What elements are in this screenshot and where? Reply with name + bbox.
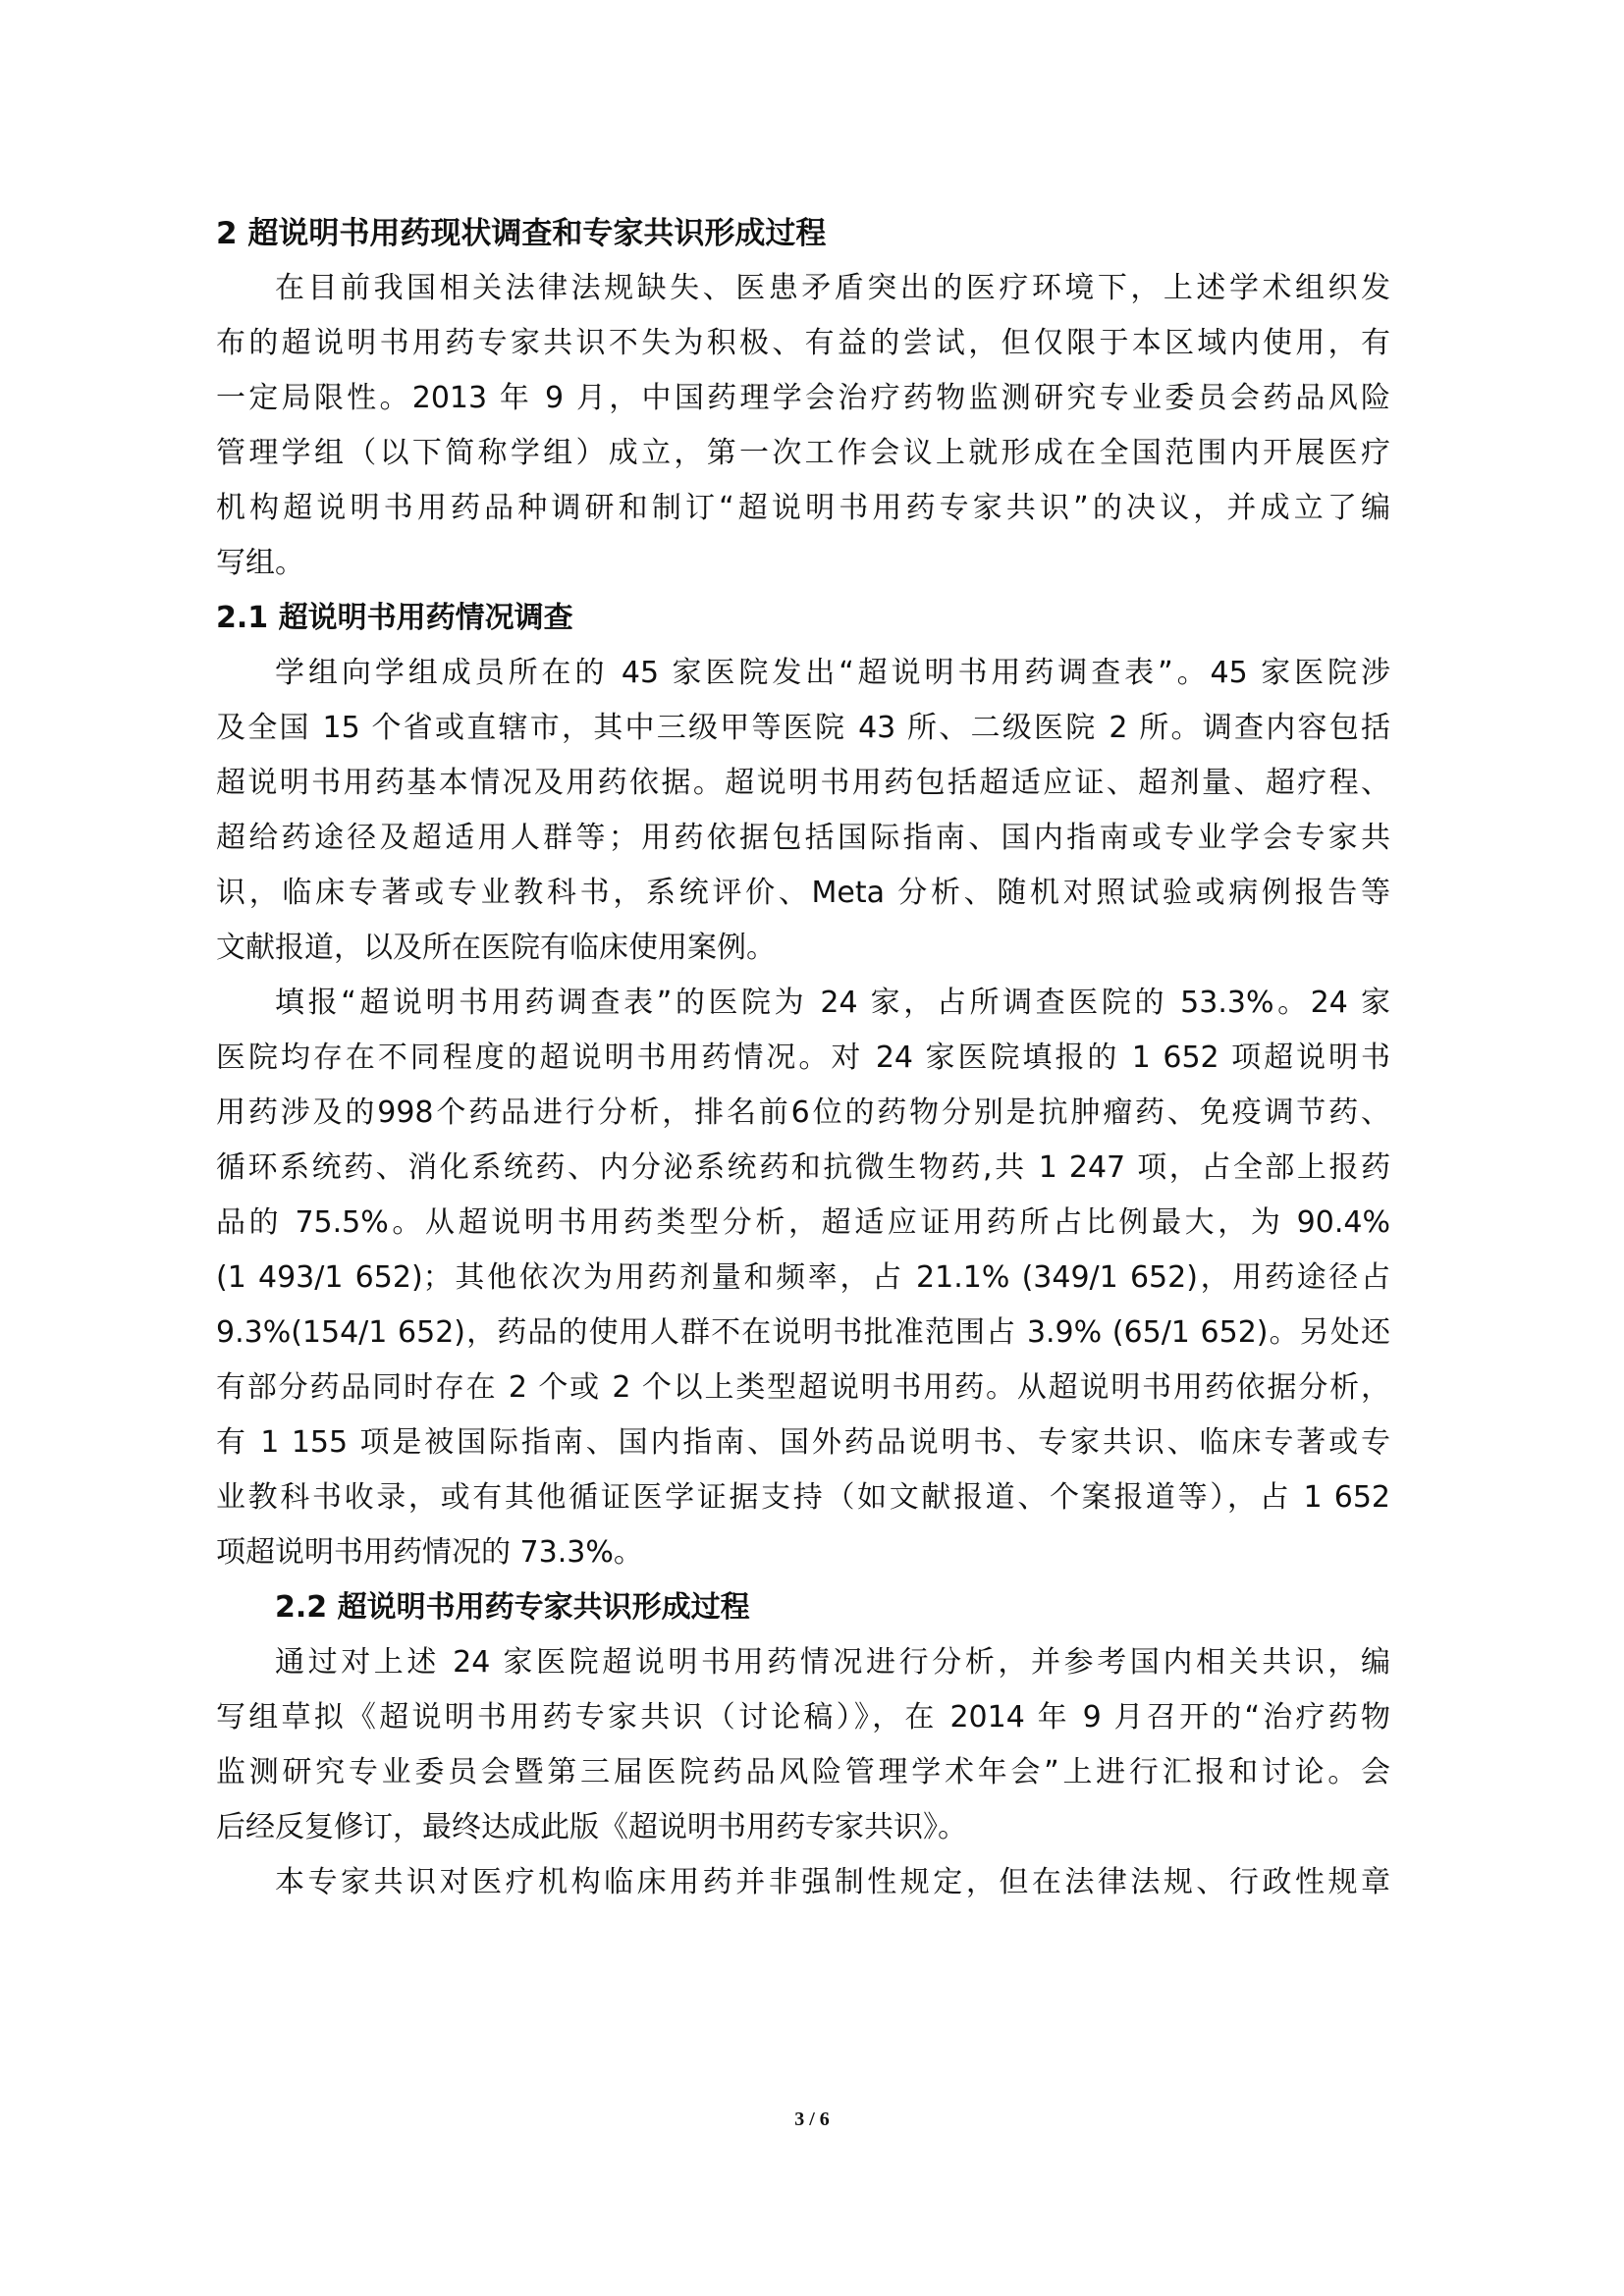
- text-line: 写组草拟《超说明书用药专家共识（讨论稿）》，在 2014 年 9 月召开的“治疗药物: [216, 1700, 1390, 1735]
- text-line: 本专家共识对医疗机构临床用药并非强制性规定，但在法律法规、行政性规章: [275, 1865, 1390, 1899]
- text-line: 医院均存在不同程度的超说明书用药情况。对 24 家医院填报的 1 652 项超说明书: [216, 1041, 1390, 1075]
- text-line: 识，临床专著或专业教科书，系统评价、Meta 分析、随机对照试验或病例报告等: [216, 876, 1390, 910]
- text-line: 管理学组（以下简称学组）成立，第一次工作会议上就形成在全国范围内开展医疗: [216, 436, 1390, 470]
- text-line: 及全国 15 个省或直辖市，其中三级甲等医院 43 所、二级医院 2 所。调查内容包括: [216, 711, 1390, 745]
- text-line: 布的超说明书用药专家共识不失为积极、有益的尝试，但仅限于本区域内使用，有: [216, 326, 1390, 360]
- text-line: 超说明书用药基本情况及用药依据。超说明书用药包括超适应证、超剂量、超疗程、: [216, 766, 1390, 800]
- text-line: 后经反复修订，最终达成此版《超说明书用药专家共识》。: [216, 1810, 967, 1844]
- text-line: 在目前我国相关法律法规缺失、医患矛盾突出的医疗环境下，上述学术组织发: [275, 271, 1390, 305]
- text-line: 文献报道，以及所在医院有临床使用案例。: [216, 931, 776, 965]
- text-line: 监测研究专业委员会暨第三届医院药品风险管理学术年会”上进行汇报和讨论。会: [216, 1755, 1390, 1789]
- text-line: 一定局限性。2013 年 9 月，中国药理学会治疗药物监测研究专业委员会药品风险: [216, 381, 1390, 415]
- consensus-paragraph-2: [216, 1855, 1390, 1910]
- text-line: (1 493/1 652)；其他依次为用药剂量和频率，占 21.1% (349/1 652)，用药途径占: [216, 1260, 1390, 1295]
- survey-paragraph-1: [216, 646, 1390, 976]
- text-line: 超给药途径及超适用人群等；用药依据包括国际指南、国内指南或专业学会专家共: [216, 821, 1390, 855]
- text-line: 写组。: [216, 546, 304, 580]
- text-line: 有 1 155 项是被国际指南、国内指南、国外药品说明书、专家共识、临床专著或专: [216, 1425, 1390, 1460]
- survey-paragraph-2: [216, 976, 1390, 1580]
- text-line: 机构超说明书用药品种调研和制订“超说明书用药专家共识”的决议，并成立了编: [216, 491, 1390, 525]
- text-line: 通过对上述 24 家医院超说明书用药情况进行分析，并参考国内相关共识，编: [275, 1645, 1390, 1680]
- text-line: 项超说明书用药情况的 73.3%。: [216, 1535, 643, 1570]
- subsection-heading-2-1: 2.1 超说明书用药情况调查: [216, 601, 573, 635]
- page-number: 3 / 6: [794, 2109, 830, 2130]
- section-heading: 2 超说明书用药现状调查和专家共识形成过程: [216, 216, 827, 251]
- consensus-paragraph-1: [216, 1635, 1390, 1855]
- intro-paragraph: [216, 261, 1390, 591]
- text-line: 填报“超说明书用药调查表”的医院为 24 家，占所调查医院的 53.3%。24 家: [275, 986, 1390, 1020]
- text-line: 学组向学组成员所在的 45 家医院发出“超说明书用药调查表”。45 家医院涉: [275, 656, 1390, 690]
- subsection-heading-2-2: 2.2 超说明书用药专家共识形成过程: [275, 1590, 750, 1625]
- text-line: 品的 75.5%。从超说明书用药类型分析，超适应证用药所占比例最大，为 90.4%: [216, 1205, 1390, 1240]
- text-line: 业教科书收录，或有其他循证医学证据支持（如文献报道、个案报道等），占 1 652: [216, 1480, 1390, 1515]
- text-line: 用药涉及的998个药品进行分析，排名前6位的药物分别是抗肿瘤药、免疫调节药、: [216, 1095, 1390, 1130]
- text-line: 9.3%(154/1 652)，药品的使用人群不在说明书批准范围占 3.9% (65/1 652)。另处还: [216, 1315, 1390, 1350]
- document-page: [216, 206, 1390, 1910]
- text-line: 循环系统药、消化系统药、内分泌系统药和抗微生物药,共 1 247 项，占全部上报药: [216, 1150, 1390, 1185]
- text-line: 有部分药品同时存在 2 个或 2 个以上类型超说明书用药。从超说明书用药依据分析，: [216, 1370, 1390, 1405]
